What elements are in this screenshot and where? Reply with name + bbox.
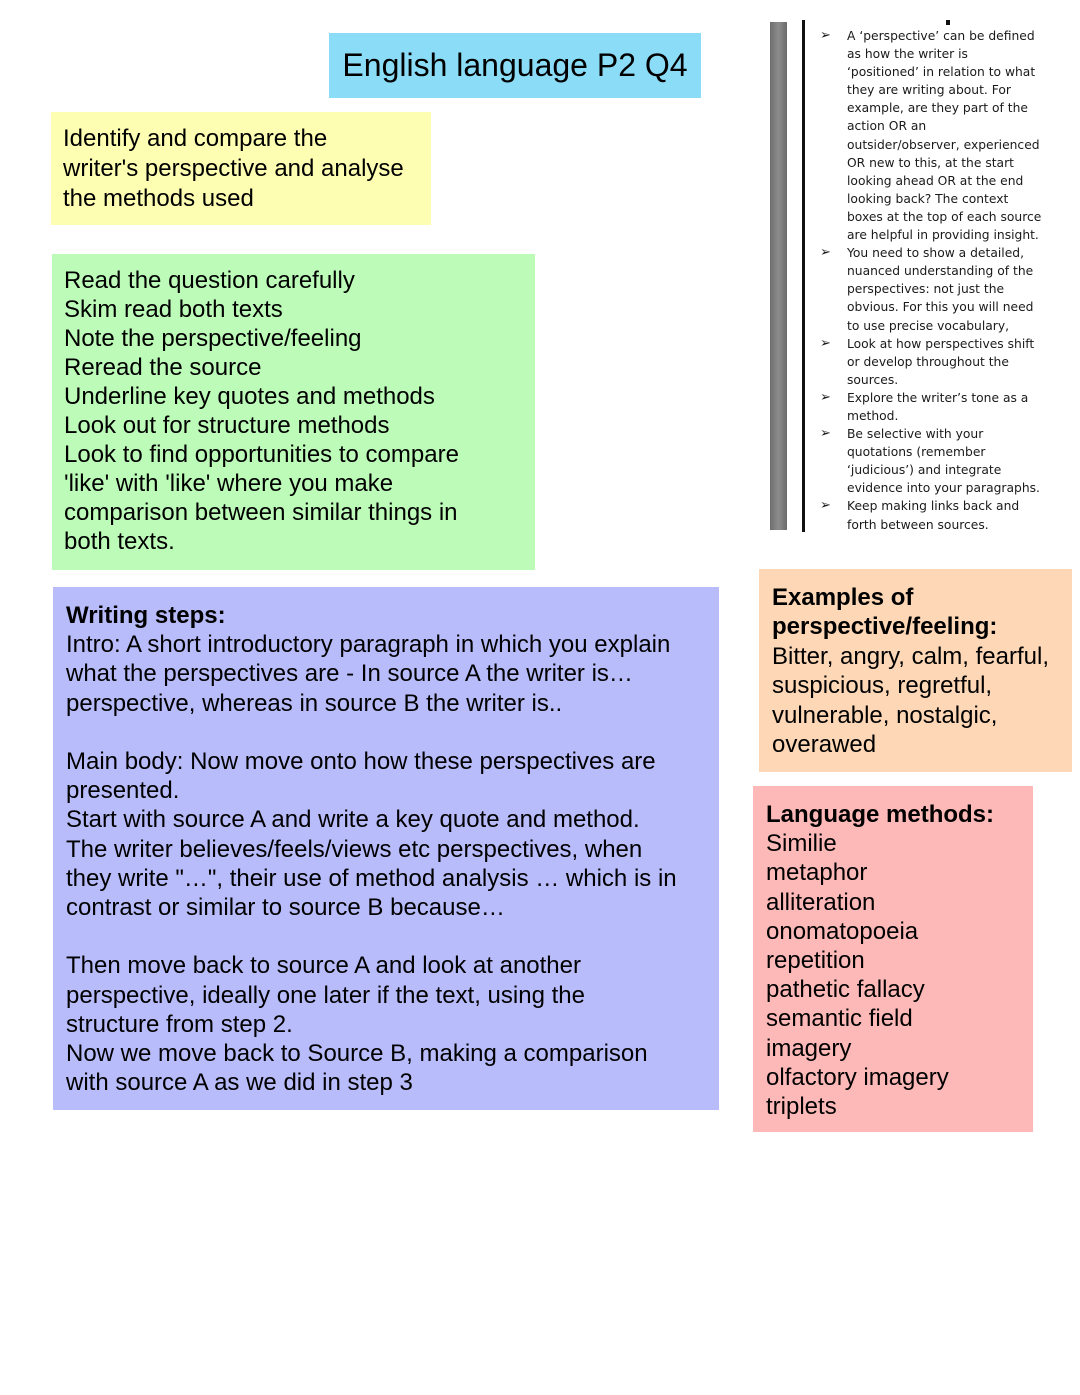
perspective-tips-panel	[768, 20, 1076, 532]
step-line: Note the perspective/feeling	[64, 325, 362, 352]
tip-line: ‘positioned’ in relation to what	[847, 65, 1036, 80]
writing-line: The writer believes/feels/views etc perspectives, when	[66, 835, 643, 863]
step-line: comparison between similar things in	[64, 499, 458, 526]
tip-line: example, are they part of the	[847, 101, 1028, 116]
task-box	[51, 112, 431, 225]
writing-line: perspective, whereas in source B the writer is..	[66, 689, 563, 717]
tip-line: they are writing about. For	[847, 83, 1011, 98]
examples-heading: Examples of	[772, 584, 914, 611]
tip-line: looking ahead OR at the end	[847, 173, 1024, 188]
tip-line: quotations (remember	[847, 445, 986, 460]
tip-line: OR new to this, at the start	[847, 155, 1014, 170]
task-line: the methods used	[63, 185, 254, 212]
method-item: triplets	[766, 1093, 837, 1121]
step-line: Look out for structure methods	[64, 412, 390, 439]
step-line: Skim read both texts	[64, 296, 283, 323]
examples-line: vulnerable, nostalgic,	[772, 701, 998, 729]
language-methods-box	[753, 786, 1033, 1132]
tip-item	[820, 425, 1076, 497]
tip-line: action OR an	[847, 119, 927, 134]
tip-line: A ‘perspective’ can be defined	[847, 29, 1035, 43]
method-item: olfactory imagery	[766, 1063, 949, 1091]
method-item: alliteration	[766, 888, 876, 916]
writing-line: with source A as we did in step 3	[66, 1069, 413, 1097]
tip-line: to use precise vocabulary,	[847, 318, 1010, 333]
arrowhead-bullet-icon: ➢	[820, 389, 831, 405]
tip-line: evidence into your paragraphs.	[847, 481, 1040, 496]
step-line: Underline key quotes and methods	[64, 383, 435, 410]
tip-line: outsider/observer, experienced	[847, 137, 1040, 152]
step-line: Read the question carefully	[64, 267, 355, 294]
examples-heading: perspective/feeling:	[772, 613, 998, 641]
writing-line: perspective, ideally one later if the text, using the	[66, 981, 585, 1009]
tip-item	[820, 389, 1076, 425]
tip-item	[820, 27, 1076, 244]
tip-line: sources.	[847, 372, 899, 387]
decorative-dot	[946, 20, 950, 25]
tip-line: method.	[847, 408, 899, 423]
examples-line: overawed	[772, 731, 877, 759]
tip-line: Explore the writer’s tone as a	[847, 390, 1029, 405]
examples-box	[759, 569, 1072, 772]
task-line: Identify and compare the	[63, 125, 328, 152]
tip-line: are helpful in providing insight.	[847, 228, 1039, 243]
writing-line: structure from step 2.	[66, 1010, 293, 1038]
writing-line: Now we move back to Source B, making a comparison	[66, 1040, 648, 1068]
method-item: semantic field	[766, 1005, 913, 1033]
arrowhead-bullet-icon: ➢	[820, 245, 831, 261]
tip-line: Keep making links back and	[847, 499, 1020, 514]
examples-line: Bitter, angry, calm, fearful,	[772, 642, 1049, 670]
page-title: English language P2 Q4	[329, 33, 701, 98]
arrowhead-bullet-icon: ➢	[820, 28, 831, 43]
steps-box	[52, 254, 535, 570]
tip-line: or develop throughout the	[847, 354, 1009, 369]
writing-line: presented.	[66, 777, 180, 805]
writing-line: contrast or similar to source B because…	[66, 894, 505, 922]
writing-steps-heading: Writing steps:	[66, 602, 226, 629]
tip-line: as how the writer is	[847, 47, 968, 62]
paragraph-gap	[66, 718, 707, 747]
tip-line: looking back? The context	[847, 191, 1009, 206]
tip-line: You need to show a detailed,	[847, 246, 1024, 261]
decorative-grey-bar	[770, 22, 787, 530]
step-line: Reread the source	[64, 354, 262, 381]
writing-line: they write "…", their use of method analysis … which is in	[66, 864, 677, 892]
tip-line: perspectives: not just the	[847, 282, 1005, 297]
method-item: imagery	[766, 1034, 852, 1062]
examples-line: suspicious, regretful,	[772, 672, 993, 700]
step-line: Look to find opportunities to compare	[64, 441, 459, 468]
tip-item	[820, 335, 1076, 389]
tip-item	[820, 497, 1076, 533]
arrowhead-bullet-icon: ➢	[820, 498, 831, 514]
tips-list	[820, 27, 1076, 534]
method-item: repetition	[766, 947, 865, 975]
tip-line: boxes at the top of each source	[847, 209, 1042, 224]
tip-line: ‘judicious’) and integrate	[847, 463, 1002, 478]
tip-line: Look at how perspectives shift	[847, 336, 1035, 351]
vertical-rule	[802, 20, 805, 532]
tip-line: obvious. For this you will need	[847, 300, 1034, 315]
method-item: Similie	[766, 830, 837, 858]
method-item: pathetic fallacy	[766, 976, 925, 1004]
paragraph-gap	[66, 922, 707, 951]
writing-line: Then move back to source A and look at another	[66, 952, 581, 980]
writing-line: Main body: Now move onto how these perspectives are	[66, 748, 656, 775]
writing-line: what the perspectives are - In source A the writer is…	[66, 660, 633, 688]
writing-line: Start with source A and write a key quote and method.	[66, 806, 640, 834]
writing-line: Intro: A short introductory paragraph in which you explain	[66, 631, 671, 659]
tip-line: Be selective with your	[847, 427, 984, 442]
arrowhead-bullet-icon: ➢	[820, 426, 831, 442]
tip-line: forth between sources.	[847, 517, 989, 532]
writing-steps-box	[53, 587, 719, 1110]
method-item: metaphor	[766, 859, 868, 887]
step-line: both texts.	[64, 528, 175, 555]
tip-line: nuanced understanding of the	[847, 264, 1034, 279]
step-line: 'like' with 'like' where you make	[64, 470, 394, 497]
task-line: writer's perspective and analyse	[63, 155, 404, 182]
arrowhead-bullet-icon: ➢	[820, 335, 831, 351]
tip-item	[820, 244, 1076, 334]
language-methods-heading: Language methods:	[766, 801, 995, 828]
method-item: onomatopoeia	[766, 917, 919, 945]
